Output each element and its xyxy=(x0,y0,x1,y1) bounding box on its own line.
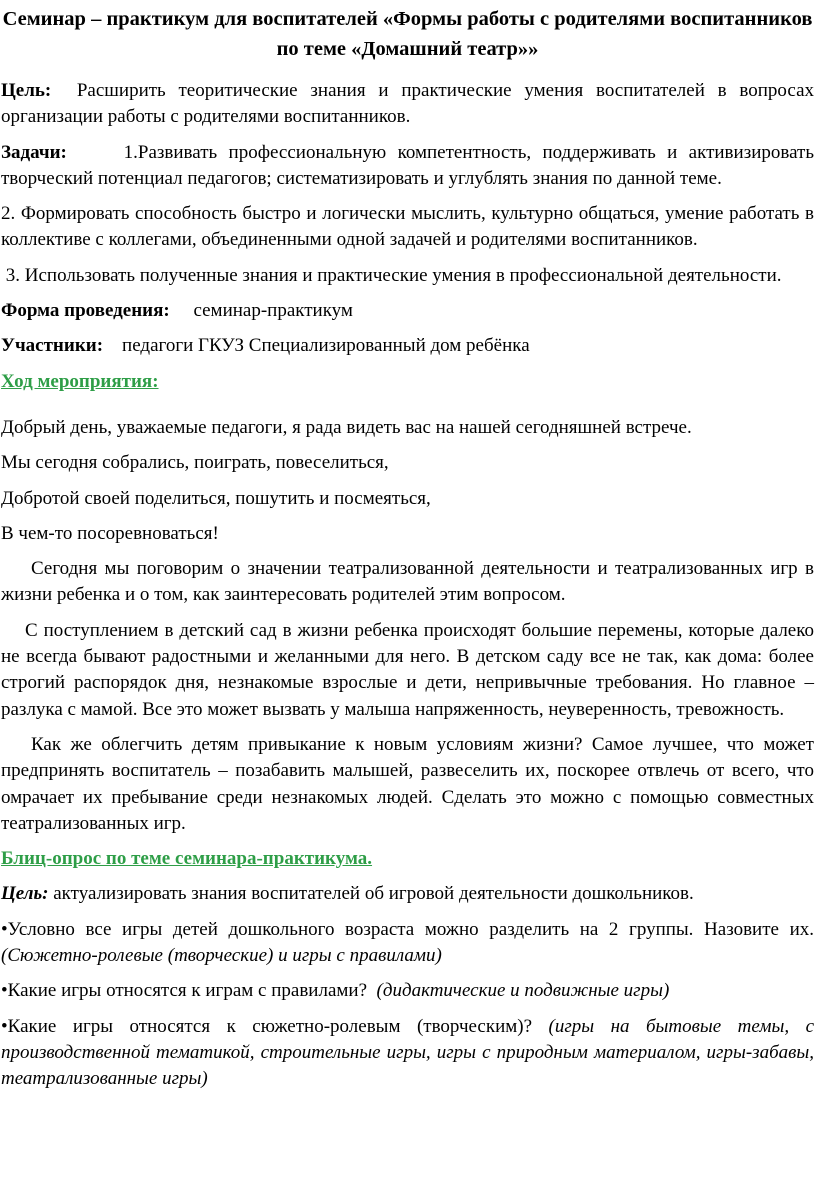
form-value: семинар-практикум xyxy=(193,300,353,322)
blitz-question-2 xyxy=(1,978,814,1004)
tasks-paragraph xyxy=(1,140,814,193)
document-title: Семинар – практикум для воспитателей «Формы работы с родителями воспитанников по теме «Домашний театр»» xyxy=(2,8,813,60)
paragraph-2: С поступлением в детский сад в жизни ребенка происходят большие перемены, которые далеко не всегда бывают радостными и желанными для него. В детском саду все не так, как дома: более строгий распорядок дня, незнакомые взрослые и дети, непривычные требования. Но главное – разлука с мамой. Все это может вызвать у малыша напряженность, неуверенность, тревожность. xyxy=(1,619,814,720)
progress-heading xyxy=(1,369,814,395)
blitz-question-1 xyxy=(1,917,814,970)
blitz-question-3-text: •Какие игры относятся к сюжетно-ролевым (творческим)? xyxy=(1,1015,533,1037)
blitz-goal-line xyxy=(1,881,814,907)
greeting-line-1: Добрый день, уважаемые педагоги, я рада видеть вас на нашей сегодняшней встрече. xyxy=(1,416,692,438)
blitz-question-1-text: •Условно все игры детей дошкольного возраста можно разделить на 2 группы. Назовите их. xyxy=(1,918,814,940)
blitz-question-2-answer: (дидактические и подвижные игры) xyxy=(376,980,670,1002)
tasks-label: Задачи: xyxy=(1,141,67,163)
form-label: Форма проведения: xyxy=(1,300,170,322)
progress-heading-text: Ход мероприятия: xyxy=(1,370,159,392)
task-item-1: 1.Развивать профессиональную компетентность, поддерживать и активизировать творческий потенциал педагогов; систематизировать и углублять знания по данной теме. xyxy=(1,141,814,189)
task-item-2: 2. Формировать способность быстро и логически мыслить, культурно общаться, умение работать в коллективе с коллегами, объединенными одной задачей и родителями воспитанников. xyxy=(1,203,814,251)
task-item-3 xyxy=(1,263,814,289)
blitz-heading-text: Блиц-опрос по теме семинара-практикума. xyxy=(1,848,373,870)
participants-label: Участники: xyxy=(1,335,104,357)
blitz-question-2-text: •Какие игры относятся к играм с правилами? xyxy=(1,980,368,1002)
blitz-question-1-answer: (Сюжетно-ролевые (творческие) и игры с правилами) xyxy=(1,945,442,967)
goal-label: Цель: xyxy=(1,80,52,101)
blitz-goal-text: актуализировать знания воспитателей об игровой деятельности дошкольников. xyxy=(53,883,694,905)
blitz-heading xyxy=(1,846,814,872)
task-item-3-text: 3. Использовать полученные знания и практические умения в профессиональной деятельности. xyxy=(5,264,782,286)
goal-paragraph xyxy=(1,78,814,131)
greeting-line-4: В чем-то посоревноваться! xyxy=(1,522,219,544)
goal-text: Расширить теоритические знания и практические умения воспитателей в вопросах организации работы с родителями воспитанников. xyxy=(1,80,815,128)
paragraph-1: Сегодня мы поговорим о значении театрализованной деятельности и театрализованных игр в жизни ребенка и о том, как заинтересовать родителей этим вопросом. xyxy=(1,558,814,606)
blitz-question-3-answer: (игры на бытовые темы, с производственной тематикой, строительные игры, игры с природным материалом, игры-забавы, театрализованные игры) xyxy=(1,1015,815,1090)
form-line xyxy=(1,298,814,324)
blitz-goal-label: Цель: xyxy=(1,883,49,905)
greeting-line-2: Мы сегодня собрались, поиграть, повеселиться, xyxy=(1,452,389,474)
participants-line xyxy=(1,333,814,359)
blitz-question-3 xyxy=(1,1014,814,1093)
paragraph-3: Как же облегчить детям привыкание к новым условиям жизни? Самое лучшее, что может предпринять воспитатель – позабавить малышей, развеселить их, поскорее отвлечь от всего, что омрачает их пребывание среди незнакомых людей. Сделать это можно с помощью совместных театрализованных игр. xyxy=(1,733,814,834)
greeting-line-3: Добротой своей поделиться, пошутить и посмеяться, xyxy=(1,487,431,509)
participants-value: педагоги ГКУЗ Специализированный дом ребёнка xyxy=(122,335,530,357)
